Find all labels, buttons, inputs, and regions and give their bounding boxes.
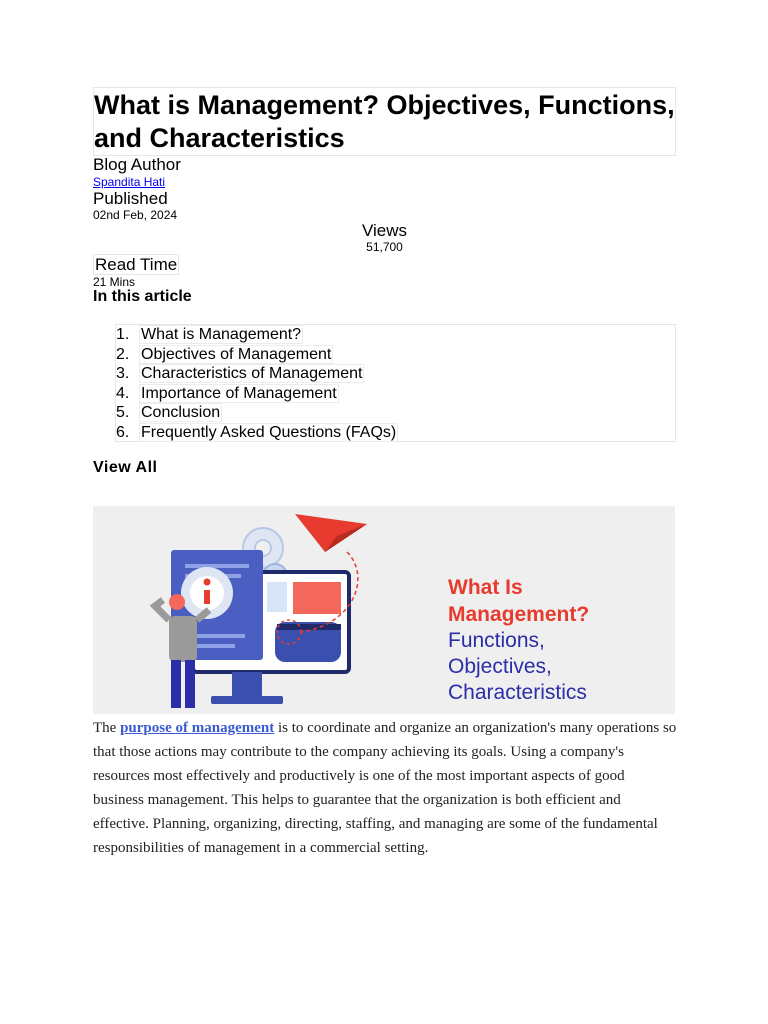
published-date: 02nd Feb, 2024: [93, 208, 178, 222]
toc-item-number: 4.: [116, 384, 130, 402]
toc-item[interactable]: [116, 345, 398, 365]
paper-plane-icon: [295, 514, 367, 552]
page-title: What is Management? Objectives, Functions, and Characteristics: [94, 90, 675, 153]
views-count: 51,700: [366, 240, 403, 254]
hero-line: Management?: [448, 603, 590, 626]
toc-item-link[interactable]: Frequently Asked Questions (FAQs): [141, 423, 397, 441]
toc-item[interactable]: [116, 403, 398, 423]
toc-item-number: 3.: [116, 365, 130, 383]
hero-line: Characteristics: [448, 681, 587, 704]
view-all-link[interactable]: View All: [93, 459, 158, 476]
toc-item-number: 6.: [116, 423, 130, 441]
toc-item[interactable]: [116, 384, 398, 404]
toc-item-link[interactable]: Importance of Management: [141, 384, 337, 402]
blog-author-label: Blog Author: [93, 155, 181, 174]
toc-item-number: 2.: [116, 345, 130, 363]
toc-heading: In this article: [93, 288, 192, 305]
title-box: [93, 87, 676, 156]
hero-line: Functions,: [448, 629, 545, 652]
toc-item[interactable]: [116, 423, 398, 443]
hero-line: What Is: [448, 576, 523, 599]
intro-prefix: The: [93, 720, 121, 736]
hero-headline-red: [448, 574, 589, 628]
toc-item-number: 1.: [116, 326, 130, 343]
hero-line: Objectives,: [448, 655, 552, 678]
purpose-of-management-link[interactable]: purpose of management: [120, 720, 275, 736]
hero-headline-blue: [448, 628, 587, 706]
views-label: Views: [361, 221, 408, 240]
intro-text: is to coordinate and organize an organization's many operations so that those actions may contribute to the company achieving its goals. Using a company's resources most effectively and productively is one of the most important aspects of good business management. This helps to guarantee that the organization is both efficient and effective. Planning, organizing, directing, staffing, and managing are some of the fundamental responsibilities of management in a commercial setting.: [93, 720, 677, 856]
intro-paragraph: [93, 716, 677, 860]
toc-item-number: 5.: [116, 404, 130, 422]
read-time-label: Read Time: [95, 255, 178, 274]
toc-item-link[interactable]: Conclusion: [141, 404, 221, 422]
toc-item-link[interactable]: What is Management?: [141, 326, 302, 343]
toc-item-link[interactable]: Objectives of Management: [141, 345, 332, 363]
hero-image: [93, 506, 675, 714]
toc-item[interactable]: [116, 364, 398, 384]
toc-item-link[interactable]: Characteristics of Management: [141, 365, 363, 383]
toc-list: [116, 325, 398, 443]
table-of-contents: [115, 324, 676, 442]
author-link[interactable]: Spandita Hati: [93, 175, 166, 189]
toc-item[interactable]: [116, 325, 398, 345]
read-time-value: 21 Mins: [93, 275, 136, 289]
published-label: Published: [93, 189, 168, 208]
